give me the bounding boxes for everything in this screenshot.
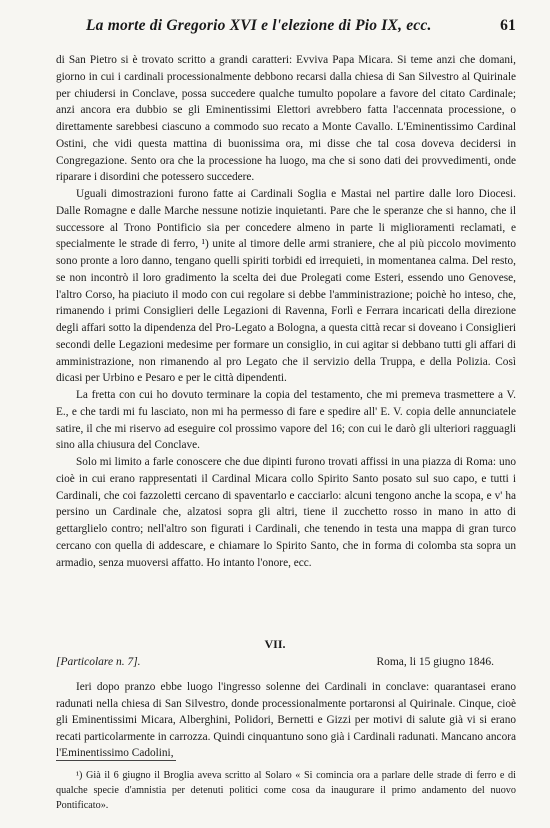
footnote-text: ¹) Già il 6 giugno il Broglia aveva scritto al Solaro « Si comincia ora a parlare delle strade di ferro e di qualche specie d'amnistia per detenuti politici come cosa da inaugurare il primo andamento del nuovo Pontificato». <box>56 770 516 811</box>
section-number: VII. <box>264 637 286 651</box>
footnote <box>56 768 516 813</box>
document-reference: [Particolare n. 7]. <box>56 656 141 668</box>
paragraph: Ieri dopo pranzo ebbe luogo l'ingresso solenne dei Cardinali in conclave: quarantasei erano radunati nella chiesa di San Silvestro, donde processionalmente portaronsi al Quirinale. Cinque, cioè gli Eminentissimi Micara, Alberghini, Polidori, Bernetti e Gizzi per motivi di salute già vi si erano recati particolarmente in carrozza. Quindi cinquantuno sono già i Cardinali radunati. Mancano ancora l'Eminentissimo Cadolini, <box>56 681 516 759</box>
main-text <box>56 52 516 571</box>
document-heading <box>56 656 516 674</box>
section-text <box>56 679 516 762</box>
paragraph: di San Pietro si è trovato scritto a grandi caratteri: Evviva Papa Micara. Si teme anzi che domani, giorno in cui i cardinali processionalmente debbono recarsi dalla chiesa di San Silvestro al Quirinale per chiudersi in Conclave, possa succedere qualche tumulto popolare a favore del citato Cardinale; anzi ancora era dubbio se gli Eminentissimi Elettori avrebbero fatta l'accennata processione, o direttamente sarebbesi ciascuno a commodo suo recato a Monte Cavallo. L'Eminentissimo Cardinal Ostini, che vidi questa mattina di buonissima ora, mi disse che tal cosa doveva decidersi in Congregazione. Sento ora che la processione ha luogo, ma che si sono dati dei provvedimenti, onde riparare i disordini che potessero succedere. <box>56 54 516 184</box>
page-number: 61 <box>500 17 516 34</box>
paragraph: Solo mi limito a farle conoscere che due dipinti furono trovati affissi in una piazza di Roma: uno cioè in cui erano rappresentati il Cardinal Micara collo Spirito Santo posato sul suo capo, e tutti i Cardinali, che coi fazzoletti cercano di spaventarlo e cacciarlo: alcuni tengono anche la scopa, e v' ha persino un Cardinale che, alzatosi sopra gli altri, tiene il zucchetto rosso in mano in atto di gettarglielo contro; nell'altro son figurati i Cardinali, che tenendo in testa una mappa di gran turco cercano con quella di addescare, e chiamare lo Spirito Santo, che in forma di colomba sta sopra un armadio, senza muoversi affatto. Ho intanto l'onore, ecc. <box>56 456 516 569</box>
paragraph: La fretta con cui ho dovuto terminare la copia del testamento, che mi premeva trasmettere a V. E., e che tardi mi fu lasciato, non mi ha permesso di fare e spedire all' E. V. copia delle annunciatele satire, il che mi riservo ad eseguire col prossimo vapore del 16; con cui le darò gli ulteriori ragguagli sino alla chiusura del Conclave. <box>56 389 516 452</box>
running-title: La morte di Gregorio XVI e l'elezione di Pio IX, ecc. <box>86 17 432 34</box>
footnote-divider <box>56 760 176 761</box>
document-date: Roma, li 15 giugno 1846. <box>376 656 494 668</box>
running-header <box>86 17 516 39</box>
paragraph: Uguali dimostrazioni furono fatte ai Cardinali Soglia e Mastai nel partire dalle loro Diocesi. Dalle Romagne e dalle Marche nessune notizie inquietanti. Pare che le speranze che si hanno, che il successore al Trono Pontificio sia per concedere almeno in parte li miglioramenti reclamati, e specialmente le strade di ferro, ¹) unite al timore delle armi straniere, che al più piccolo movimento sono pronte a loro danno, tengano quelli spiriti torbidi ed irrequieti, in momentanea calma. Del resto, se non incontrò il loro gradimento la scelta dei due Prolegati come Esteri, essendo uno Genovese, l'altro Corso, ha piaciuto il modo con cui regolare si debbe l'amministrazione; poichè ho inteso, che, rimanendo i primi Consiglieri delle Legazioni di Ravenna, Forlì e Ferrara incaricati della direzione degli affari sotto la dipendenza del Pro-Legato a Bologna, a questa città recar si doveano i Consiglieri secondi delle Legazioni medesime per formare un consiglio, in cui agitar si debbano tutti gli affari di amministrazione, non rimanendo al pro Legato che il servizio della Truppa, e della Polizia. Così dicasi per Urbino e Pesaro e per le città dipendenti. <box>56 188 516 385</box>
